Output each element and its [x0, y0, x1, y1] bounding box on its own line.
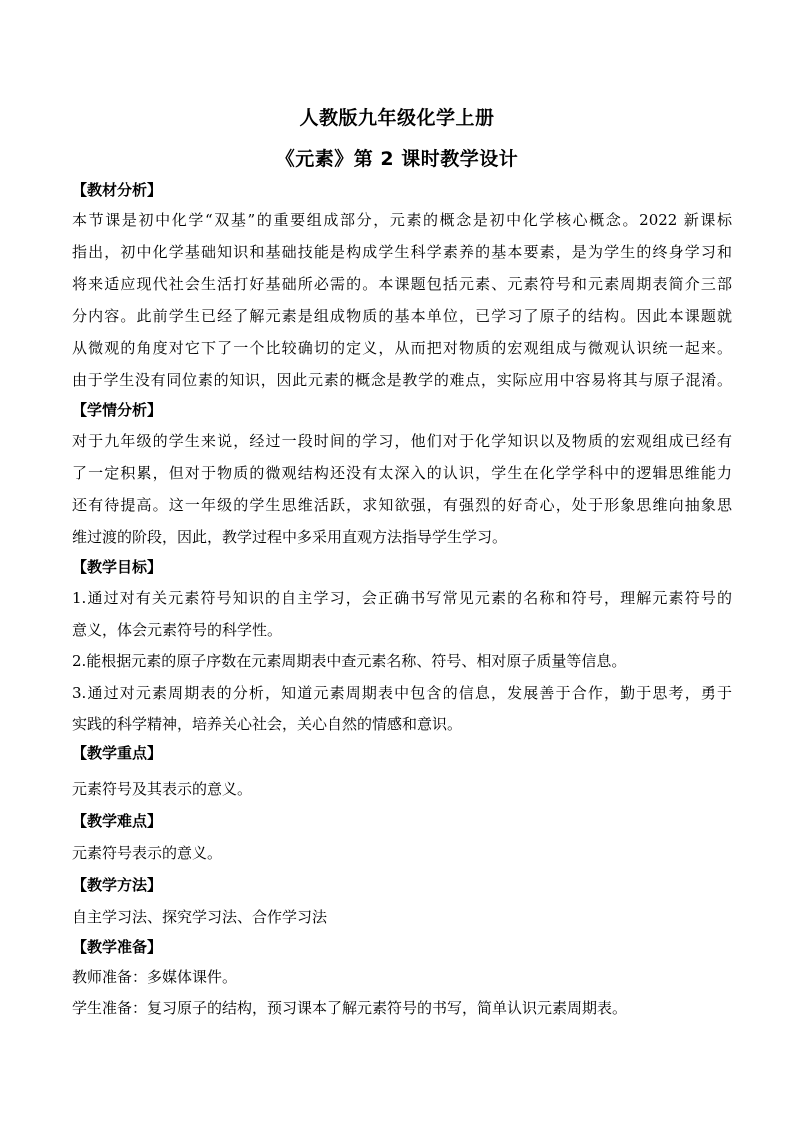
document-subtitle: 《元素》第 2 课时教学设计: [275, 148, 519, 170]
paragraph-line: 还有待提高。这一年级的学生思维活跃，求知欲强，有强烈的好奇心，处于形象思维向抽象思: [72, 496, 732, 514]
difficulties-text: 元素符号表示的意义。: [72, 844, 223, 862]
student-preparation-text: 学生准备：复习原子的结构，预习课本了解元素符号的书写，简单认识元素周期表。: [72, 999, 628, 1017]
section-heading-key-points: 【教学重点】: [72, 744, 163, 762]
paragraph-line: 维过渡的阶段，因此，教学过程中多采用直观方法指导学生学习。: [72, 528, 508, 546]
section-heading-student-analysis: 【学情分析】: [72, 401, 163, 419]
paragraph-line: 指出，初中化学基础知识和基础技能是构成学生科学素养的基本要素，是为学生的终身学习和: [72, 243, 732, 261]
paragraph-line: 了一定积累，但对于物质的微观结构还没有太深入的认识，学生在化学学科中的逻辑思维能力: [72, 464, 732, 482]
methods-text: 自主学习法、探究学习法、合作学习法: [72, 908, 328, 926]
section-heading-textbook-analysis: 【教材分析】: [72, 181, 163, 199]
objective-line: 3.通过对元素周期表的分析，知道元素周期表中包含的信息，发展善于合作，勤于思考，勇于: [72, 684, 732, 702]
section-heading-preparation: 【教学准备】: [72, 938, 163, 956]
paragraph-line: 将来适应现代社会生活打好基础所必需的。本课题包括元素、元素符号和元素周期表简介三部: [72, 275, 732, 293]
objective-line: 1.通过对有关元素符号知识的自主学习，会正确书写常见元素的名称和符号，理解元素符号的: [72, 589, 732, 607]
section-heading-difficulties: 【教学难点】: [72, 812, 163, 830]
teacher-preparation-text: 教师准备：多媒体课件。: [72, 968, 238, 986]
paragraph-line: 由于学生没有同位素的知识，因此元素的概念是教学的难点，实际应用中容易将其与原子混淆。: [72, 371, 732, 389]
paragraph-line: 对于九年级的学生来说，经过一段时间的学习，他们对于化学知识以及物质的宏观组成已经有: [72, 432, 732, 450]
paragraph-line: 从微观的角度对它下了一个比较确切的定义，从而把对物质的宏观组成与微观认识统一起来。: [72, 339, 732, 357]
paragraph-line: 分内容。此前学生已经了解元素是组成物质的基本单位，已学习了原子的结构。因此本课题就: [72, 307, 732, 325]
section-heading-objectives: 【教学目标】: [72, 558, 163, 576]
objective-line: 2.能根据元素的原子序数在元素周期表中查元素名称、符号、相对原子质量等信息。: [72, 652, 627, 670]
objective-line: 实践的科学精神，培养关心社会，关心自然的情感和意识。: [72, 715, 463, 733]
key-points-text: 元素符号及其表示的意义。: [72, 780, 253, 798]
objective-line: 意义，体会元素符号的科学性。: [72, 621, 283, 639]
paragraph-line: 本节课是初中化学“双基”的重要组成部分，元素的概念是初中化学核心概念。2022 新课标: [72, 211, 732, 229]
document-title: 人教版九年级化学上册: [299, 107, 495, 129]
section-heading-methods: 【教学方法】: [72, 876, 163, 894]
